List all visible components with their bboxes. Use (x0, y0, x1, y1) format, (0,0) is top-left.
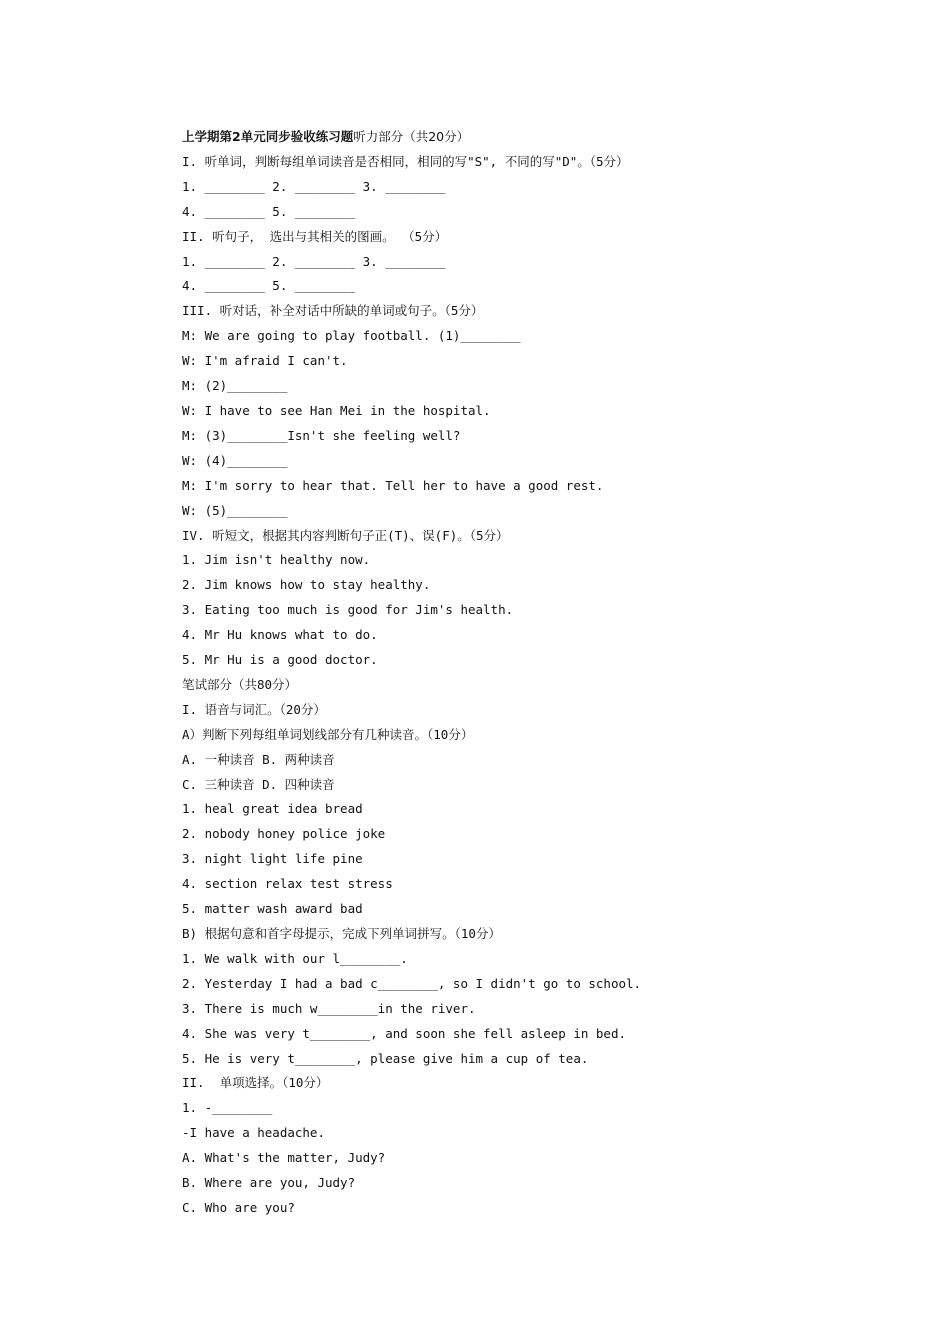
text-line: B. Where are you, Judy? (182, 1175, 356, 1191)
text-line: A. 一种读音 B. 两种读音 (182, 751, 335, 767)
text-line: M: (3)________Isn't she feeling well? (182, 427, 461, 443)
text-line: 3. There is much w________in the river. (182, 1000, 476, 1016)
text-line: 笔试部分（共80分） (182, 676, 298, 692)
text-line: 2. nobody honey police joke (182, 826, 386, 842)
text-line: C. Who are you? (182, 1199, 295, 1215)
text-line: 3. Eating too much is good for Jim's health. (182, 602, 514, 618)
document-title (182, 125, 882, 150)
text-line: 2. Jim knows how to stay healthy. (182, 577, 431, 593)
text-line: III. 听对话，补全对话中所缺的单词或句子。（5分） (182, 303, 484, 319)
text-line: A）判断下列每组单词划线部分有几种读音。（10分） (182, 726, 474, 742)
text-line: A. What's the matter, Judy? (182, 1150, 386, 1166)
text-line: I. 听单词，判断每组单词读音是否相同，相同的写"S", 不同的写"D"。（5分） (182, 153, 629, 169)
text-line: 1. ________ 2. ________ 3. ________ (182, 178, 446, 194)
text-line: 5. Mr Hu is a good doctor. (182, 652, 378, 668)
title-bold-part: 上学期第2单元同步验收练习题 (182, 129, 354, 144)
text-line: II. 单项选择。（10分） (182, 1075, 329, 1091)
text-line: 5. matter wash award bad (182, 901, 363, 917)
document-body (182, 150, 882, 1221)
text-line: 4. She was very t________, and soon she fell asleep in bed. (182, 1025, 627, 1041)
text-line: 1. We walk with our l________. (182, 950, 408, 966)
text-line: 4. ________ 5. ________ (182, 203, 356, 219)
text-line: 3. night light life pine (182, 851, 363, 867)
text-line: 5. He is very t________, please give him a cup of tea. (182, 1050, 589, 1066)
text-line: II. 听句子， 选出与其相关的图画。 （5分） (182, 228, 448, 244)
text-line: W: (5)________ (182, 502, 288, 518)
text-line: W: I have to see Han Mei in the hospital. (182, 402, 491, 418)
text-line: 4. section relax test stress (182, 876, 393, 892)
document-page (182, 125, 882, 1221)
text-line: 1. Jim isn't healthy now. (182, 552, 371, 568)
text-line: M: I'm sorry to hear that. Tell her to have a good rest. (182, 477, 604, 493)
text-line: I. 语音与词汇。（20分） (182, 701, 326, 717)
text-line: C. 三种读音 D. 四种读音 (182, 776, 335, 792)
text-line: 4. ________ 5. ________ (182, 278, 356, 294)
text-line: 1. -________ (182, 1100, 273, 1116)
text-line: -I have a headache. (182, 1125, 325, 1141)
text-line: B) 根据句意和首字母提示，完成下列单词拼写。（10分） (182, 926, 501, 941)
title-rest-part: 听力部分（共20分） (353, 129, 470, 144)
text-line: 4. Mr Hu knows what to do. (182, 627, 378, 643)
text-line: W: I'm afraid I can't. (182, 353, 348, 369)
text-line: 1. ________ 2. ________ 3. ________ (182, 253, 446, 269)
text-line: 2. Yesterday I had a bad c________, so I didn't go to school. (182, 975, 642, 991)
text-line: M: (2)________ (182, 378, 288, 394)
text-line: 1. heal great idea bread (182, 801, 363, 817)
text-line: M: We are going to play football. (1)________ (182, 328, 521, 344)
text-line: W: (4)________ (182, 452, 288, 468)
text-line: IV. 听短文，根据其内容判断句子正(T)、误(F)。（5分） (182, 527, 509, 543)
